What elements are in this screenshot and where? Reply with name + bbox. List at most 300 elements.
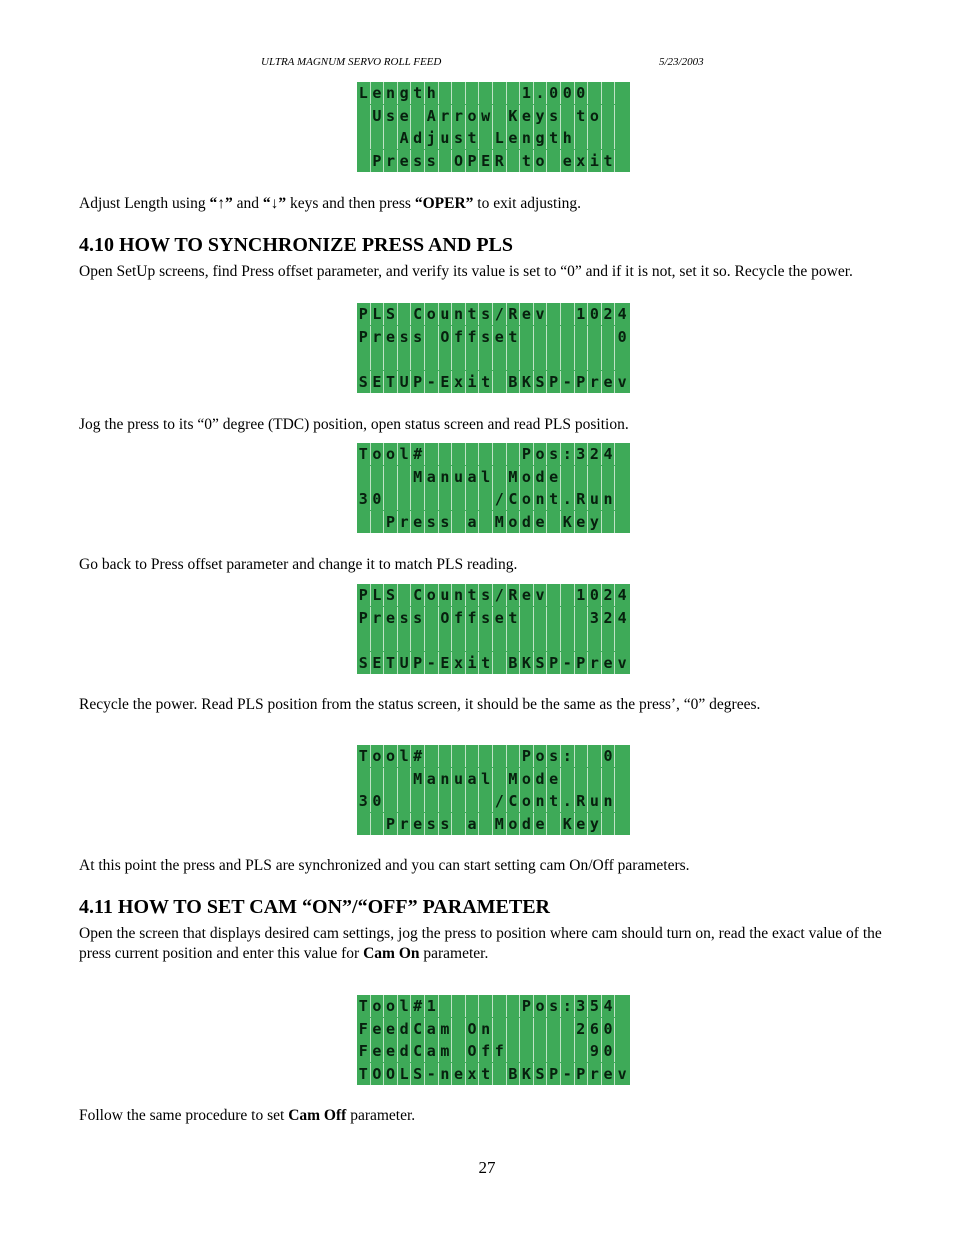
lcd-char: T xyxy=(384,652,398,674)
lcd-char: v xyxy=(617,653,627,672)
lcd-char: s xyxy=(411,150,425,172)
lcd-char: e xyxy=(411,813,425,835)
lcd-char xyxy=(615,511,629,533)
lcd-row xyxy=(357,371,630,394)
lcd-row xyxy=(357,745,630,768)
lcd-char: l xyxy=(479,466,493,488)
lcd-row xyxy=(357,768,630,791)
lcd-char xyxy=(466,82,480,104)
paragraph-cam-off xyxy=(79,1106,889,1126)
lcd-char: o xyxy=(520,768,534,790)
lcd-char: S xyxy=(357,371,371,393)
lcd-char: M xyxy=(507,466,521,488)
paragraph-open-setup: Open SetUp screens, find Press offset parameter, and verify its value is set to “0” and if it is not, set it so. Recycle the power. xyxy=(79,263,853,280)
lcd-char xyxy=(534,607,548,629)
lcd-char xyxy=(371,348,385,370)
lcd-char: d xyxy=(411,127,425,149)
lcd-char xyxy=(602,105,616,127)
lcd-display-press-offset-0 xyxy=(357,303,630,393)
lcd-display-press-offset-324 xyxy=(357,584,630,674)
lcd-char: e xyxy=(520,303,534,325)
lcd-char xyxy=(357,150,371,172)
lcd-char xyxy=(615,813,629,835)
lcd-char: t xyxy=(507,326,521,348)
lcd-char xyxy=(547,1018,561,1040)
lcd-char: e xyxy=(520,105,534,127)
lcd-char xyxy=(547,813,561,835)
lcd-char: r xyxy=(439,105,453,127)
lcd-char xyxy=(534,348,548,370)
lcd-char: 4 xyxy=(602,443,616,465)
lcd-char xyxy=(615,768,629,790)
lcd-char: 1 xyxy=(575,584,589,606)
lcd-char: 6 xyxy=(588,1018,602,1040)
lcd-char xyxy=(452,995,466,1017)
lcd-char: U xyxy=(371,105,385,127)
lcd-char: e xyxy=(507,127,521,149)
lcd-char: 1 xyxy=(575,303,589,325)
lcd-char: t xyxy=(479,1063,493,1085)
lcd-char: F xyxy=(357,1040,371,1062)
lcd-char: u xyxy=(588,488,602,510)
lcd-char: K xyxy=(520,1063,534,1085)
up-arrow-key-text: “↑” xyxy=(209,195,233,212)
lcd-char: 3 xyxy=(357,790,371,812)
lcd-char xyxy=(561,1018,575,1040)
text: Follow the same procedure to set xyxy=(79,1107,289,1124)
lcd-display-cam-settings xyxy=(357,995,630,1085)
lcd-char xyxy=(588,768,602,790)
lcd-char: - xyxy=(425,1063,439,1085)
lcd-char: P xyxy=(575,652,589,674)
down-arrow-key-text: “↓” xyxy=(262,195,287,212)
lcd-char xyxy=(452,348,466,370)
lcd-char: x xyxy=(466,1063,480,1085)
lcd-char: e xyxy=(384,1018,398,1040)
lcd-char xyxy=(615,488,629,510)
lcd-char xyxy=(425,348,439,370)
lcd-char: P xyxy=(357,303,371,325)
lcd-char xyxy=(602,466,616,488)
lcd-char: o xyxy=(507,511,521,533)
lcd-char xyxy=(425,745,439,767)
lcd-char: - xyxy=(561,652,575,674)
lcd-char xyxy=(561,1040,575,1062)
lcd-char xyxy=(534,629,548,651)
lcd-char xyxy=(575,629,589,651)
lcd-char: . xyxy=(534,82,548,104)
lcd-char xyxy=(371,511,385,533)
paragraph-recycle-power: Recycle the power. Read PLS position from the status screen, it should be the same as the press’, “0” degrees. xyxy=(79,696,761,713)
lcd-char: C xyxy=(411,1040,425,1062)
lcd-char xyxy=(439,790,453,812)
lcd-char: O xyxy=(452,150,466,172)
lcd-char: n xyxy=(534,488,548,510)
lcd-char: o xyxy=(534,745,548,767)
paragraph-open-cam-screen xyxy=(79,924,889,964)
lcd-char: d xyxy=(534,768,548,790)
lcd-row xyxy=(357,303,630,326)
lcd-char: R xyxy=(493,150,507,172)
lcd-char xyxy=(493,995,507,1017)
lcd-char: P xyxy=(575,371,589,393)
lcd-char xyxy=(371,813,385,835)
lcd-char xyxy=(547,303,561,325)
lcd-char: P xyxy=(520,745,534,767)
lcd-char: o xyxy=(520,488,534,510)
lcd-char xyxy=(493,348,507,370)
lcd-row xyxy=(357,488,630,511)
lcd-char: s xyxy=(398,607,412,629)
lcd-char: K xyxy=(507,105,521,127)
lcd-char: B xyxy=(507,652,521,674)
lcd-char: E xyxy=(479,150,493,172)
lcd-char: S xyxy=(384,303,398,325)
lcd-char xyxy=(547,1040,561,1062)
header-title: ULTRA MAGNUM SERVO ROLL FEED xyxy=(261,56,442,68)
lcd-char xyxy=(479,790,493,812)
lcd-char: O xyxy=(439,607,453,629)
lcd-char: u xyxy=(452,466,466,488)
lcd-char: t xyxy=(411,82,425,104)
lcd-char xyxy=(615,629,629,651)
lcd-char: l xyxy=(398,745,412,767)
lcd-char: t xyxy=(520,150,534,172)
lcd-char xyxy=(575,607,589,629)
lcd-char: 0 xyxy=(371,488,385,510)
lcd-char xyxy=(466,488,480,510)
lcd-char xyxy=(425,443,439,465)
lcd-char: l xyxy=(479,768,493,790)
lcd-char: L xyxy=(371,303,385,325)
lcd-char xyxy=(398,768,412,790)
lcd-char: C xyxy=(507,790,521,812)
lcd-row xyxy=(357,127,630,150)
lcd-char xyxy=(452,790,466,812)
lcd-char: n xyxy=(520,127,534,149)
lcd-char: P xyxy=(384,511,398,533)
lcd-char: e xyxy=(371,1018,385,1040)
lcd-char: C xyxy=(411,303,425,325)
lcd-char xyxy=(479,82,493,104)
lcd-char: T xyxy=(357,745,371,767)
lcd-char: L xyxy=(493,127,507,149)
lcd-char: d xyxy=(398,1040,412,1062)
lcd-char: f xyxy=(466,607,480,629)
lcd-char xyxy=(615,127,629,149)
lcd-char xyxy=(479,995,493,1017)
lcd-char xyxy=(520,1018,534,1040)
lcd-char xyxy=(575,466,589,488)
lcd-char: 0 xyxy=(617,327,627,346)
lcd-char: f xyxy=(466,326,480,348)
lcd-char: P xyxy=(384,813,398,835)
lcd-char xyxy=(411,105,425,127)
lcd-char: a xyxy=(425,1018,439,1040)
lcd-char: o xyxy=(534,443,548,465)
lcd-char: n xyxy=(602,488,616,510)
lcd-char xyxy=(398,629,412,651)
lcd-char: y xyxy=(588,813,602,835)
lcd-char: A xyxy=(425,105,439,127)
lcd-char: e xyxy=(493,607,507,629)
lcd-char xyxy=(411,488,425,510)
lcd-char: T xyxy=(357,1063,371,1085)
lcd-char: o xyxy=(425,584,439,606)
lcd-char: E xyxy=(371,371,385,393)
lcd-char: K xyxy=(561,813,575,835)
lcd-char: e xyxy=(602,371,616,393)
lcd-char xyxy=(534,326,548,348)
lcd-char: d xyxy=(398,1018,412,1040)
lcd-char: 4 xyxy=(617,586,627,604)
lcd-char: m xyxy=(439,1018,453,1040)
lcd-char xyxy=(357,127,371,149)
lcd-char xyxy=(520,607,534,629)
lcd-row xyxy=(357,443,630,466)
lcd-char xyxy=(493,443,507,465)
lcd-char: r xyxy=(588,371,602,393)
lcd-char: m xyxy=(439,1040,453,1062)
lcd-char xyxy=(439,488,453,510)
lcd-row xyxy=(357,652,630,675)
lcd-display-status-0 xyxy=(357,745,630,835)
lcd-char: L xyxy=(371,584,385,606)
lcd-char xyxy=(452,511,466,533)
lcd-char: i xyxy=(588,150,602,172)
lcd-char xyxy=(357,629,371,651)
lcd-char xyxy=(547,326,561,348)
lcd-char: / xyxy=(493,790,507,812)
lcd-row xyxy=(357,1063,630,1086)
lcd-char: 0 xyxy=(588,584,602,606)
lcd-char xyxy=(371,629,385,651)
lcd-char: R xyxy=(575,488,589,510)
lcd-row xyxy=(357,995,630,1018)
lcd-char xyxy=(615,443,629,465)
lcd-char: u xyxy=(452,768,466,790)
lcd-char: 0 xyxy=(561,82,575,104)
lcd-char: 1 xyxy=(425,995,439,1017)
lcd-char: K xyxy=(520,652,534,674)
lcd-char xyxy=(547,511,561,533)
lcd-char: e xyxy=(411,511,425,533)
lcd-char: C xyxy=(411,1018,425,1040)
lcd-char xyxy=(425,790,439,812)
lcd-char xyxy=(561,629,575,651)
lcd-char xyxy=(615,82,629,104)
lcd-char xyxy=(602,768,616,790)
lcd-char xyxy=(357,813,371,835)
lcd-char: C xyxy=(507,488,521,510)
lcd-char: d xyxy=(520,511,534,533)
lcd-char: t xyxy=(575,105,589,127)
lcd-char: n xyxy=(452,584,466,606)
lcd-char: 2 xyxy=(602,584,616,606)
lcd-char xyxy=(561,303,575,325)
lcd-char: O xyxy=(466,1018,480,1040)
lcd-char: s xyxy=(547,745,561,767)
lcd-char xyxy=(479,629,493,651)
lcd-char: d xyxy=(520,813,534,835)
lcd-char: e xyxy=(398,105,412,127)
lcd-char: s xyxy=(452,127,466,149)
lcd-char: 2 xyxy=(602,303,616,325)
lcd-char xyxy=(615,105,629,127)
lcd-char: S xyxy=(411,1063,425,1085)
lcd-char: v xyxy=(534,303,548,325)
lcd-char: : xyxy=(561,443,575,465)
lcd-char: h xyxy=(561,127,575,149)
lcd-char: P xyxy=(357,607,371,629)
lcd-char xyxy=(493,745,507,767)
lcd-char: a xyxy=(466,768,480,790)
lcd-char: r xyxy=(588,652,602,674)
lcd-char: d xyxy=(534,466,548,488)
lcd-char xyxy=(588,82,602,104)
lcd-char xyxy=(384,348,398,370)
lcd-char xyxy=(520,629,534,651)
lcd-char: t xyxy=(547,127,561,149)
lcd-char xyxy=(452,629,466,651)
lcd-char: o xyxy=(534,995,548,1017)
lcd-char xyxy=(507,150,521,172)
lcd-char xyxy=(547,348,561,370)
lcd-char xyxy=(466,790,480,812)
lcd-char: O xyxy=(371,1063,385,1085)
lcd-char: s xyxy=(479,607,493,629)
lcd-char: s xyxy=(411,326,425,348)
lcd-char: s xyxy=(411,607,425,629)
lcd-char: 3 xyxy=(357,488,371,510)
lcd-char: # xyxy=(411,443,425,465)
lcd-char: x xyxy=(452,371,466,393)
lcd-char xyxy=(357,348,371,370)
lcd-char: e xyxy=(547,466,561,488)
lcd-char: F xyxy=(357,1018,371,1040)
lcd-char: R xyxy=(575,790,589,812)
lcd-char xyxy=(507,82,521,104)
lcd-char: y xyxy=(588,511,602,533)
lcd-char: 3 xyxy=(588,607,602,629)
lcd-char: 3 xyxy=(575,443,589,465)
lcd-char xyxy=(398,348,412,370)
section-heading-4-11: 4.11 HOW TO SET CAM “ON”/“OFF” PARAMETER xyxy=(79,896,550,918)
lcd-char xyxy=(439,150,453,172)
lcd-char: x xyxy=(452,652,466,674)
lcd-char: P xyxy=(520,443,534,465)
lcd-row xyxy=(357,326,630,349)
lcd-char: - xyxy=(561,371,575,393)
lcd-char: s xyxy=(425,813,439,835)
lcd-char xyxy=(384,629,398,651)
lcd-char xyxy=(479,488,493,510)
lcd-char: P xyxy=(520,995,534,1017)
lcd-char: P xyxy=(371,150,385,172)
lcd-char: P xyxy=(575,1063,589,1085)
lcd-char: P xyxy=(357,326,371,348)
lcd-char xyxy=(507,995,521,1017)
lcd-char: n xyxy=(384,82,398,104)
lcd-char: a xyxy=(425,466,439,488)
lcd-char: 2 xyxy=(575,1018,589,1040)
lcd-char xyxy=(507,629,521,651)
lcd-char xyxy=(615,348,629,370)
lcd-char xyxy=(466,629,480,651)
paragraph-jog-press: Jog the press to its “0” degree (TDC) position, open status screen and read PLS position. xyxy=(79,416,629,433)
lcd-char: t xyxy=(547,488,561,510)
lcd-char xyxy=(602,813,616,835)
lcd-char xyxy=(493,466,507,488)
lcd-char xyxy=(547,150,561,172)
lcd-char: e xyxy=(384,1040,398,1062)
lcd-char: 0 xyxy=(602,1018,616,1040)
lcd-char: U xyxy=(398,652,412,674)
lcd-char: s xyxy=(479,584,493,606)
lcd-char: P xyxy=(466,150,480,172)
lcd-row xyxy=(357,1018,630,1041)
lcd-char: a xyxy=(466,813,480,835)
lcd-char xyxy=(384,790,398,812)
lcd-char xyxy=(588,326,602,348)
lcd-char xyxy=(602,326,616,348)
lcd-row xyxy=(357,790,630,813)
lcd-char: M xyxy=(507,768,521,790)
text: Open the screen that displays desired cam settings, jog the press to position where cam should turn on, read the exact value of the press current position and enter this value for xyxy=(79,925,882,962)
lcd-char xyxy=(479,745,493,767)
page-number: 27 xyxy=(478,1158,496,1177)
text: Adjust Length using xyxy=(79,195,210,212)
lcd-row xyxy=(357,629,630,652)
lcd-char xyxy=(534,1018,548,1040)
lcd-char: t xyxy=(479,371,493,393)
lcd-row xyxy=(357,813,630,836)
lcd-char: s xyxy=(425,511,439,533)
lcd-row xyxy=(357,607,630,630)
lcd-row xyxy=(357,82,630,105)
lcd-char: R xyxy=(507,303,521,325)
lcd-char: S xyxy=(357,652,371,674)
lcd-char: S xyxy=(534,371,548,393)
lcd-char: i xyxy=(466,652,480,674)
lcd-char xyxy=(575,745,589,767)
text: and xyxy=(232,195,263,212)
lcd-char: e xyxy=(520,584,534,606)
lcd-char: o xyxy=(371,995,385,1017)
lcd-char: o xyxy=(534,150,548,172)
lcd-char xyxy=(493,1018,507,1040)
lcd-char: r xyxy=(588,1063,602,1085)
lcd-char xyxy=(439,348,453,370)
lcd-char xyxy=(575,326,589,348)
lcd-char: e xyxy=(575,511,589,533)
lcd-char: s xyxy=(398,326,412,348)
lcd-char: o xyxy=(384,995,398,1017)
lcd-char: C xyxy=(411,584,425,606)
lcd-char: A xyxy=(398,127,412,149)
lcd-char: 5 xyxy=(588,995,602,1017)
lcd-char xyxy=(602,348,616,370)
lcd-char xyxy=(398,584,412,606)
lcd-char: e xyxy=(384,607,398,629)
lcd-char xyxy=(507,1040,521,1062)
lcd-char xyxy=(507,443,521,465)
lcd-char xyxy=(425,326,439,348)
lcd-char xyxy=(561,348,575,370)
lcd-char: K xyxy=(561,511,575,533)
lcd-char: v xyxy=(534,584,548,606)
lcd-char: u xyxy=(439,127,453,149)
